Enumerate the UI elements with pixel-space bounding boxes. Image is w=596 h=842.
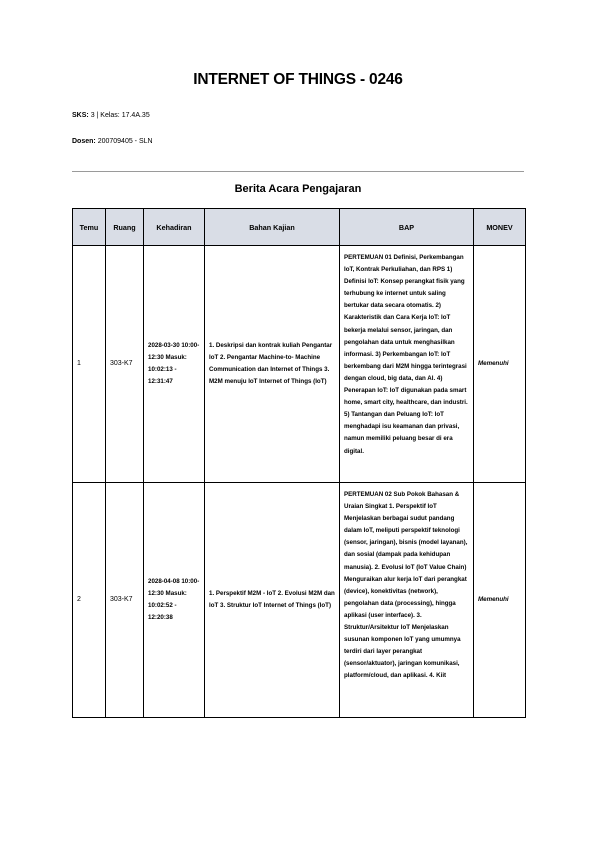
sks-label: SKS: [72, 112, 89, 119]
cell-bap: PERTEMUAN 01 Definisi, Perkembangan IoT, Kontrak Perkuliahan, dan RPS 1) Definisi IoT: Konsep perangkat fisik yang terhubung ke internet untuk saling bertukar data secara otomatis. 2) Karakteristik dan Cara Kerja IoT: IoT bekerja melalui sensor, jaringan, dan pengolahan data untuk menghasilkan informasi. 3) Perkembangan IoT: IoT berkembang dari M2M hingga terintegrasi dengan cloud, big data, dan AI. 4) Penerapan IoT: IoT digunakan pada smart home, smart city, healthcare, dan industri. 5) Tantangan dan Peluang IoT: IoT menghadapi isu keamanan dan privasi, namun memiliki peluang besar di era digital. [340, 246, 474, 483]
section-title: Berita Acara Pengajaran [234, 183, 362, 195]
bap-table [72, 208, 526, 718]
cell-bahan-kajian: 1. Perspektif M2M - IoT 2. Evolusi M2M dan IoT 3. Struktur IoT Internet of Things (IoT) [205, 483, 340, 718]
table-row [73, 483, 526, 718]
sks-class-line [72, 112, 150, 119]
header-temu: Temu [73, 209, 106, 246]
header-bap: BAP [340, 209, 474, 246]
cell-monev: Memenuhi [474, 483, 526, 718]
dosen-label: Dosen: [72, 138, 96, 145]
header-kehadiran: Kehadiran [144, 209, 205, 246]
cell-temu: 1 [73, 246, 106, 483]
dosen-line [72, 138, 153, 145]
document-title: INTERNET OF THINGS - 0246 [193, 71, 403, 88]
cell-temu: 2 [73, 483, 106, 718]
header-monev: MONEV [474, 209, 526, 246]
cell-kehadiran: 2028-04-08 10:00-12:30 Masuk: 10:02:52 - 12:20:38 [144, 483, 205, 718]
header-ruang: Ruang [106, 209, 144, 246]
cell-kehadiran: 2028-03-30 10:00-12:30 Masuk: 10:02:13 - 12:31:47 [144, 246, 205, 483]
cell-ruang: 303-K7 [106, 246, 144, 483]
table-row [73, 246, 526, 483]
header-bahan-kajian: Bahan Kajian [205, 209, 340, 246]
table-header-row [73, 209, 526, 246]
dosen-value: 200709405 - SLN [97, 138, 153, 145]
cell-bahan-kajian: 1. Deskripsi dan kontrak kuliah Pengantar IoT 2. Pengantar Machine-to- Machine Communication dan Internet of Things 3. M2M menuju IoT Internet of Things (IoT) [205, 246, 340, 483]
cell-bap: PERTEMUAN 02 Sub Pokok Bahasan & Uraian Singkat 1. Perspektif IoT Menjelaskan berbagai sudut pandang dalam IoT, meliputi perspektif teknologi (sensor, jaringan), bisnis (model layanan), dan sosial (dampak pada kehidupan manusia). 2. Evolusi IoT (IoT Value Chain) Menguraikan alur kerja IoT dari perangkat (device), konektivitas (network), pengolahan data (processing), hingga aplikasi (user interface). 3. Struktur/Arsitektur IoT Menjelaskan susunan komponen IoT yang umumnya terdiri dari layer perangkat (sensor/aktuator), jaringan komunikasi, platform/cloud, dan aplikasi. 4. Kiit [340, 483, 474, 718]
cell-ruang: 303-K7 [106, 483, 144, 718]
divider [72, 171, 524, 172]
cell-monev: Memenuhi [474, 246, 526, 483]
sks-class-value: 3 | Kelas: 17.4A.35 [90, 112, 150, 119]
